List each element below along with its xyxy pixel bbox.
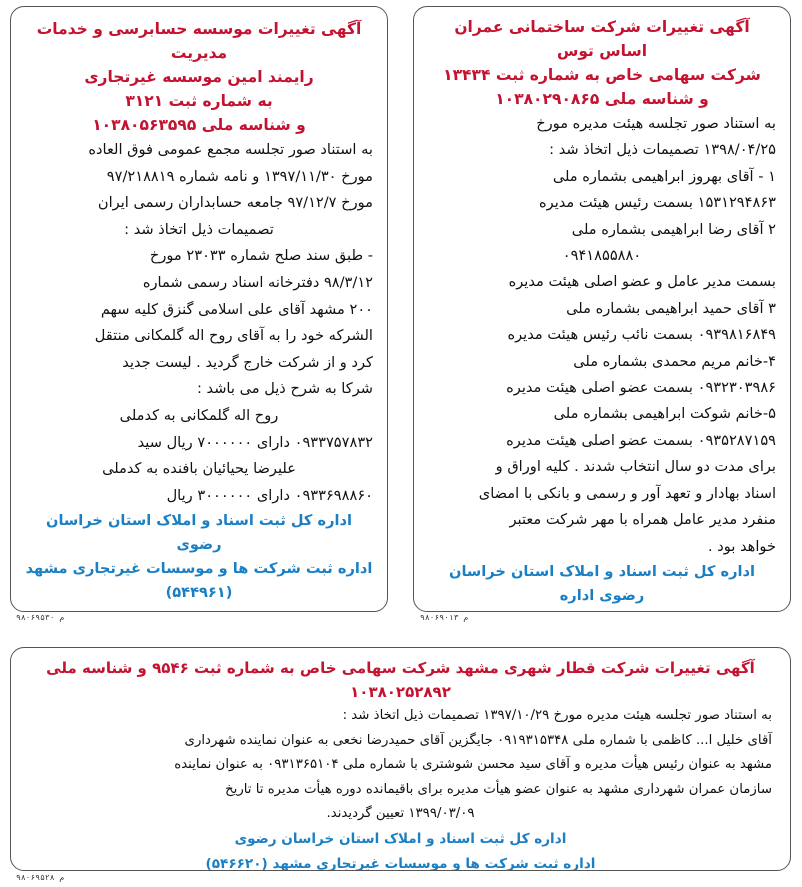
ad-body-line: آقای خلیل ا... کاظمی با شماره ملی ۰۹۱۹۳۱۵۳۴۸ جایگزین آقای حمیدرضا نخعی به عنوان نماینده شهرداری [184, 732, 772, 748]
ad-title-line: به شماره ثبت ۳۱۲۱ [125, 92, 273, 110]
ad-body-line: مشهد به عنوان رئیس هیأت مدیره و آقای سید محسن شوشتری با شماره ملی ۰۹۳۱۳۶۵۱۰۴ به عنوان نماینده [174, 757, 772, 772]
ad-title: آگهی تغییرات شرکت قطار شهری مشهد شرکت سهامی خاص به شماره ثبت ۹۵۴۶ و شناسه ملی ۱۰۳۸۰۲۵۲۸۹۲ [46, 659, 755, 701]
ad-body-line: اسناد بهادار و تعهد آور و رسمی و بانکی با امضای [478, 484, 776, 502]
ad-body-line: ۰۹۳۲۳۰۳۹۸۶ بسمت عضو اصلی هیئت مدیره [506, 379, 776, 397]
ad-body-line: الشرکه خود را به آقای روح اله گلمکانی منتقل [94, 327, 373, 345]
ad-footer-line: اداره ثبت شرکت ها و موسسات غیرتجاری مشهد [25, 560, 373, 578]
ad-body-line: بسمت مدیر عامل و عضو اصلی هیئت مدیره [508, 273, 776, 291]
ad-body-line: روح اله گلمکانی به کدملی [119, 406, 279, 424]
ad-title-line: آگهی تغییرات موسسه حسابرسی و خدمات مدیریت [36, 20, 362, 62]
ad-body-line: خواهد بود . [708, 537, 776, 555]
ad-body-line: ۱ - آقای بهروز ابراهیمی بشماره ملی [552, 167, 776, 185]
ad-omran-asas-toos [413, 6, 791, 612]
ad-mashhad-urban-railway [10, 647, 791, 871]
ad-body-line: ۴-خانم مریم محمدی بشماره ملی [573, 352, 776, 370]
ad-body-line: مورخ ۱۳۹۷/۱۱/۳۰ و نامه شماره ۹۷/۲۱۸۸۱۹ [106, 167, 373, 185]
ad-body-line: منفرد مدیر عامل همراه با مهر شرکت معتبر [509, 511, 776, 529]
ad-body-line: ۰۹۳۹۸۱۶۸۴۹ بسمت نائب رئیس هیئت مدیره [507, 326, 776, 344]
ad-body-line: برای مدت دو سال انتخاب شدند . کلیه اوراق و [495, 458, 776, 476]
ad-body-line: سازمان عمران شهرداری مشهد به عنوان عضو هیأت مدیره برای باقیمانده دوره هیأت مدیره تا تاریخ [225, 781, 772, 797]
ad-body-line: ۱۳۹۸/۰۴/۲۵ تصمیمات ذیل اتخاذ شد : [549, 141, 776, 159]
ad-footer-line: اداره کل ثبت اسناد و املاک استان خراسان رضوی اداره [448, 562, 756, 604]
ad-body-line: ۳ آقای حمید ابراهیمی بشماره ملی [566, 299, 776, 317]
ad-footer-line: (۵۴۴۹۶۱) [165, 584, 233, 602]
ad-footer-line [428, 608, 776, 612]
ad-body-line: ۲۰۰ مشهد آقای علی اسلامی گنزق کلیه سهم [100, 300, 373, 318]
ad-body-line: ۱۵۳۱۲۹۴۸۶۳ بسمت رئیس هیئت مدیره [539, 194, 776, 212]
ad-body-line: شرکا به شرح ذیل می باشد : [196, 380, 373, 398]
ad-body-line: ۲ آقای رضا ابراهیمی بشماره ملی [571, 220, 776, 238]
ad-body-line: - طبق سند صلح شماره ۲۳۰۳۳ مورخ [149, 247, 373, 265]
ad-footer-line: اداره کل ثبت اسناد و املاک استان خراسان رضوی [234, 830, 567, 847]
ad-body-line: ۵-خانم شوکت ابراهیمی بشماره ملی [553, 405, 776, 423]
ad-body-line: به استناد صور تجلسه مجمع عمومی فوق العاده [88, 141, 373, 158]
ad-body-line: علیرضا یحیائیان بافنده به کدملی [102, 460, 296, 478]
ad-body-line: به استناد صور تجلسه هیئت مدیره مورخ [536, 115, 776, 132]
ad-body-line: به استناد صور تجلسه هیئت مدیره مورخ ۱۳۹۷/۱۰/۲۹ تصمیمات ذیل اتخاذ شد : [342, 708, 772, 723]
ad-code: ۹۸۰۶۹۵۲۸ م [16, 873, 65, 882]
ad-body-line: ۰۹۳۵۲۸۷۱۵۹ بسمت عضو اصلی هیئت مدیره [506, 431, 776, 449]
ad-title-line: رایمند امین موسسه غیرتجاری [84, 68, 314, 86]
ad-body-line: ۱۳۹۹/۰۳/۰۹ تعیین گردیدند. [326, 806, 475, 821]
ad-body-line: تصمیمات ذیل اتخاذ شد : [124, 220, 274, 238]
ad-title-line: آگهی تغییرات شرکت ساختمانی عمران اساس توس [454, 18, 750, 60]
ad-body-line: ۰۹۳۳۶۹۸۸۶۰ دارای ۳۰۰۰۰۰۰ ریال [166, 486, 373, 504]
ad-body-line: مورخ ۹۷/۱۲/۷ جامعه حسابداران رسمی ایران [97, 194, 373, 212]
ad-footer-line: اداره کل ثبت اسناد و املاک استان خراسان رضوی [45, 512, 353, 554]
ad-code: ۹۸۰۶۹۰۱۳ م [420, 613, 469, 622]
ad-body-line: ۰۹۳۳۷۵۷۸۳۲ دارای ۷۰۰۰۰۰۰ ریال سید [137, 433, 373, 451]
ad-body-line: ۹۸/۳/۱۲ دفترخانه اسناد رسمی شماره [142, 273, 373, 291]
ad-title-line: شرکت سهامی خاص به شماره ثبت ۱۳۴۳۴ [443, 66, 761, 84]
ad-title-line: و شناسه ملی ۱۰۳۸۰۵۶۳۵۹۵ [92, 116, 306, 134]
ad-code: ۹۸۰۶۹۵۳۰ م [16, 613, 65, 622]
ad-raymand-amin [10, 6, 388, 612]
ad-title-line: و شناسه ملی ۱۰۳۸۰۲۹۰۸۶۵ [495, 90, 709, 108]
ad-footer-line: اداره ثبت شرکت ها و موسسات غیرتجاری مشهد (۵۴۶۶۲۰) [205, 855, 596, 871]
ad-body-line: ۰۹۴۱۸۵۵۸۸۰ [562, 247, 642, 265]
ad-body-line: کرد و از شرکت خارج گردید . لیست جدید [122, 353, 373, 371]
